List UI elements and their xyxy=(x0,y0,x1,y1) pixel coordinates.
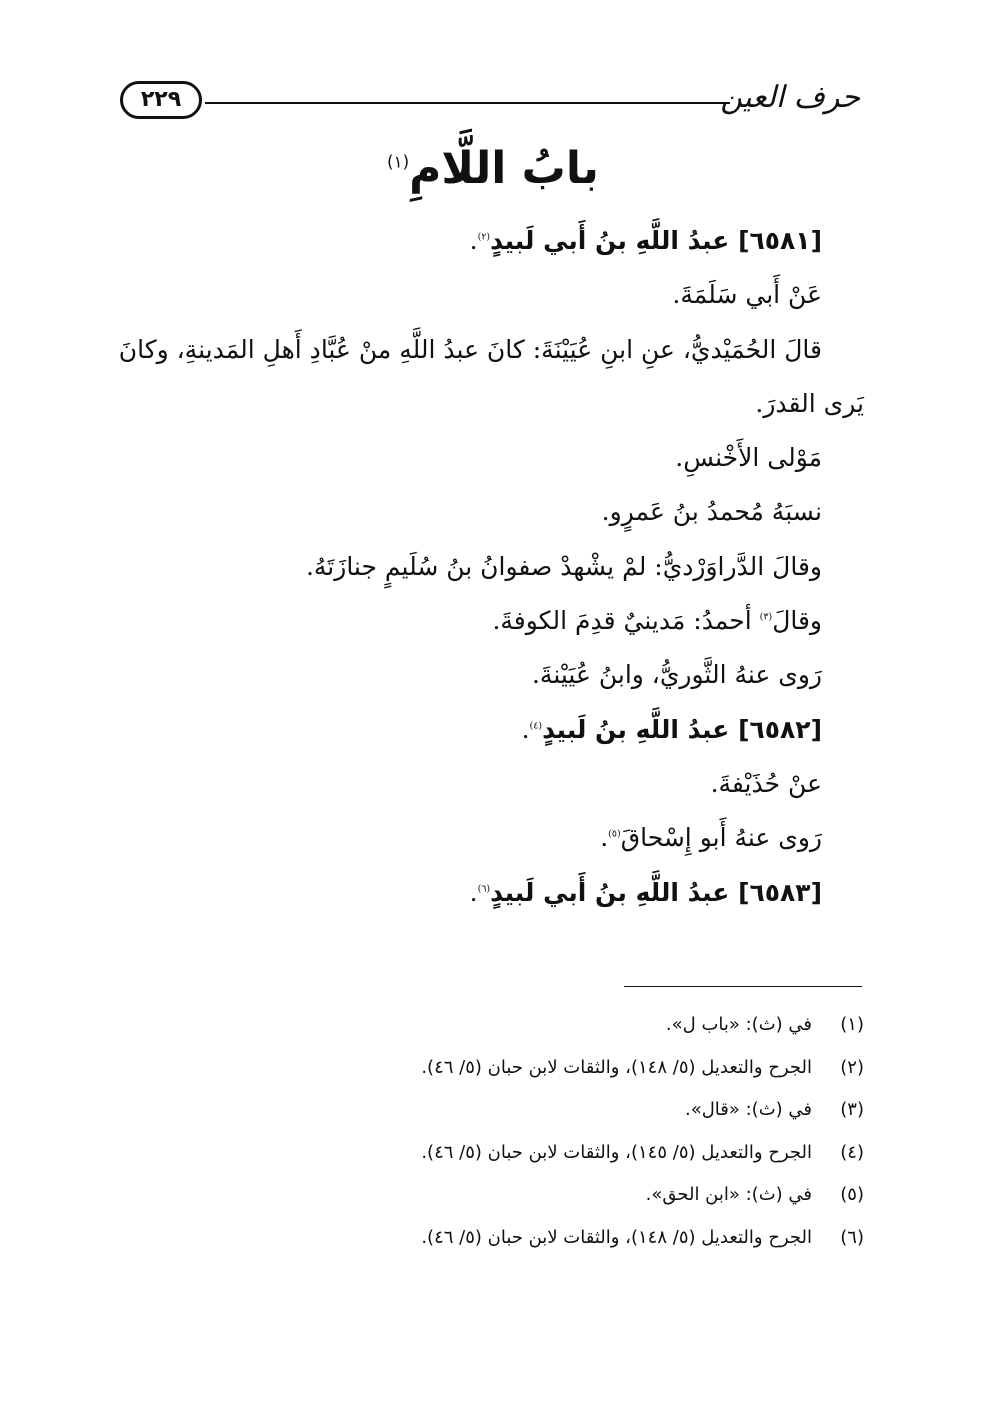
footnote xyxy=(119,1217,864,1260)
text-segment: رَوى عنهُ أَبو إِسْحاقَ xyxy=(620,823,822,853)
entry-heading xyxy=(119,703,864,757)
footnote-ref: (٤) xyxy=(529,720,543,732)
footnote-ref: (١) xyxy=(387,151,410,172)
footnote-separator xyxy=(624,986,862,987)
footnote xyxy=(119,1047,864,1090)
footnote xyxy=(119,1089,864,1132)
text-line: يَرى القدرَ. xyxy=(755,388,864,418)
text-line xyxy=(119,811,864,865)
header-rule xyxy=(205,102,730,104)
text-line xyxy=(119,594,864,648)
heading-end: . xyxy=(469,226,478,255)
footnote-ref: (٢) xyxy=(477,231,491,243)
footnote xyxy=(119,1004,864,1047)
entry-heading xyxy=(119,214,864,268)
footnote-text: الجرح والتعديل (٥/ ١٤٥)، والثقات لابن حبان (٥/ ٤٦). xyxy=(421,1141,812,1163)
entry-heading-text: [٦٥٨٣] عبدُ اللَّهِ بنُ أَبي لَبيدٍ xyxy=(490,877,822,907)
footnote-text: في (ث): «ابن الحق». xyxy=(645,1184,812,1205)
text-line: نسبَهُ مُحمدُ بنُ عَمرٍو. xyxy=(601,497,822,527)
entry-heading-text: [٦٥٨١] عبدُ اللَّهِ بنُ أَبي لَبيدٍ xyxy=(490,226,822,255)
footnote-number: (٣) xyxy=(840,1099,864,1120)
running-title: حرف العين xyxy=(720,80,860,115)
page-number: ٢٢٩ xyxy=(120,81,202,119)
footnote-ref: (٦) xyxy=(477,883,491,895)
footnote-text: الجرح والتعديل (٥/ ١٤٨)، والثقات لابن حبان (٥/ ٤٦). xyxy=(421,1056,812,1078)
footnote-number: (٤) xyxy=(840,1141,864,1163)
heading-end: . xyxy=(521,714,530,744)
text-line: مَوْلى الأَخْنسِ. xyxy=(675,443,822,473)
footnote xyxy=(119,1132,864,1175)
footnote xyxy=(119,1174,864,1217)
chapter-title-text: بابُ اللَّامِ xyxy=(409,143,599,194)
footnotes xyxy=(119,1004,864,1259)
footnote-number: (٢) xyxy=(840,1056,864,1078)
chapter-title xyxy=(0,134,986,204)
text-line: رَوى عنهُ الثَّوريُّ، وابنُ عُيَيْنةَ. xyxy=(531,660,822,690)
text-segment: أحمدُ: مَدينيٌ قدِمَ الكوفةَ. xyxy=(492,606,760,636)
heading-end: . xyxy=(469,877,478,907)
text-segment: . xyxy=(600,823,609,853)
entry-heading xyxy=(119,866,864,920)
footnote-number: (٥) xyxy=(840,1184,864,1205)
running-header xyxy=(120,78,860,126)
footnote-text: في (ث): «قال». xyxy=(684,1099,812,1120)
text-line: قالَ الحُمَيْديُّ، عنِ ابنِ عُيَيْنَةَ: كانَ عبدُ اللَّهِ منْ عُبَّادِ أَهلِ المَدينةِ، وكانَ xyxy=(118,334,822,364)
entry-heading-text: [٦٥٨٢] عبدُ اللَّهِ بنُ لَبيدٍ xyxy=(542,714,822,744)
text-line: وقالَ الدَّراوَرْديُّ: لمْ يشْهدْ صفوانُ بنُ سُلَيمٍ جنازَتَهُ. xyxy=(305,551,822,581)
footnote-text: الجرح والتعديل (٥/ ١٤٨)، والثقات لابن حبان (٥/ ٤٦). xyxy=(421,1226,812,1248)
text-line: عَنْ أَبي سَلَمَةَ. xyxy=(672,280,822,310)
main-text xyxy=(119,214,864,920)
footnote-text: في (ث): «باب ل». xyxy=(665,1014,812,1035)
text-segment: وقالَ xyxy=(772,606,822,636)
footnote-ref: (٣) xyxy=(759,611,773,623)
text-line: عنْ حُذَيْفةَ. xyxy=(710,768,822,798)
footnote-number: (١) xyxy=(840,1014,864,1035)
footnote-number: (٦) xyxy=(840,1226,864,1248)
footnote-ref: (٥) xyxy=(608,828,621,840)
